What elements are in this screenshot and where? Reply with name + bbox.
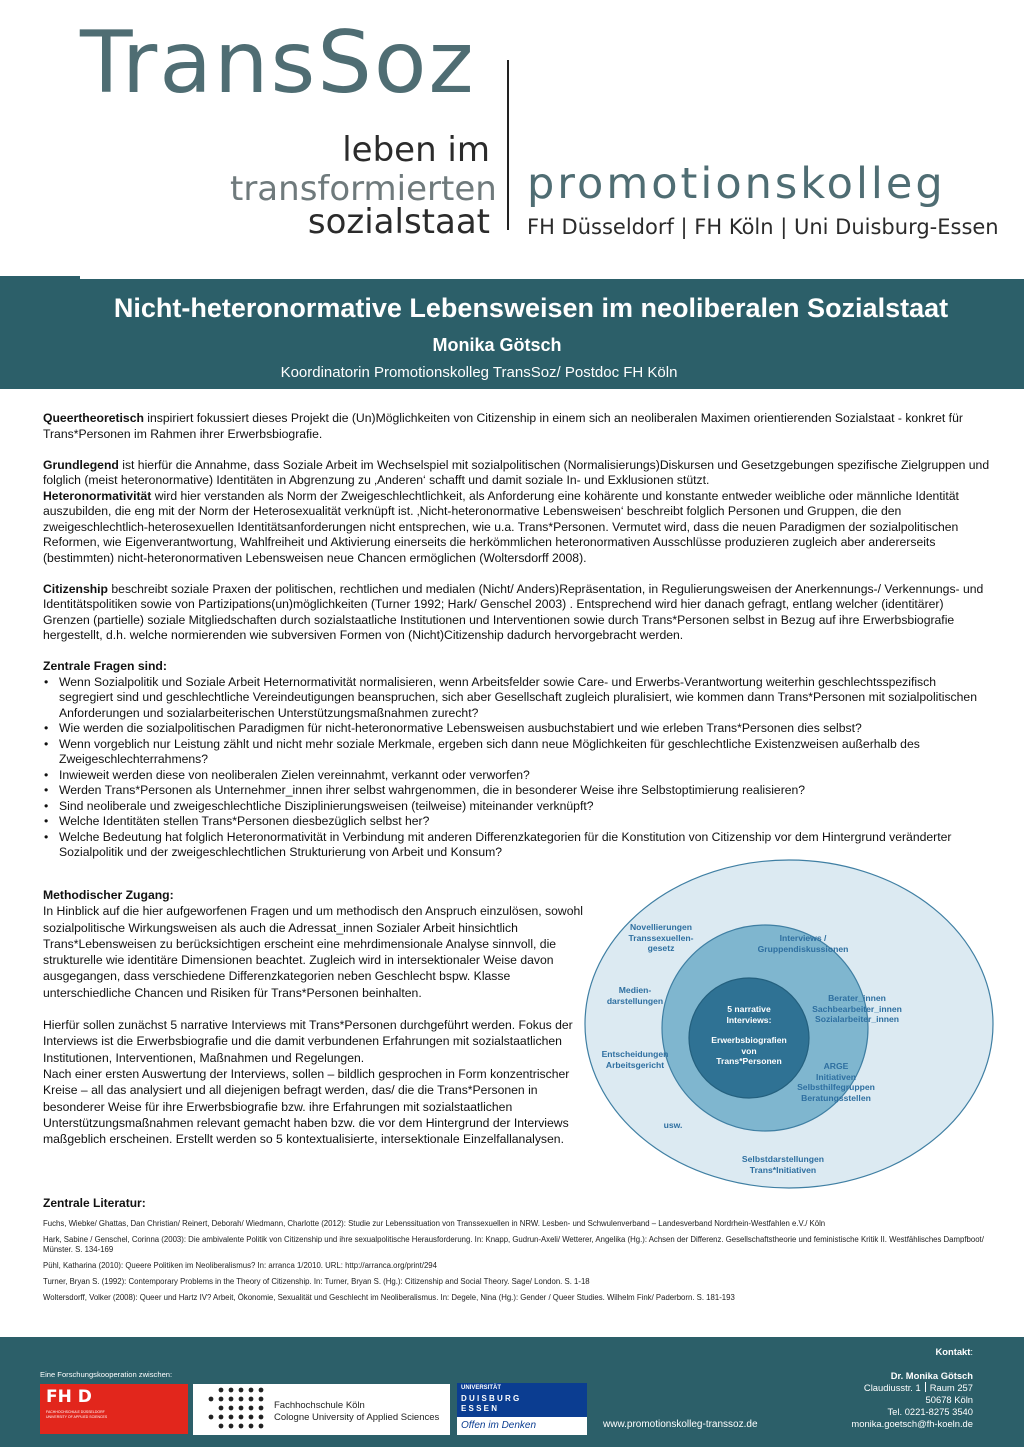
contact-name: Dr. Monika Götsch <box>890 1370 973 1381</box>
intro-paragraph-3: Heteronormativität wird hier verstanden als Norm der Zweigeschlechtlichkeit, als Anforderung eine kohärente und konstante entweder weibliche oder männliche Identität auszubilden, die eng mit der Norm der Heterosexualität verknüpft ist. ‚Nicht-heteronormative Lebensweisen‘ beschreibt folglich Personen und Gruppen, die den zweigeschlechtlich-heterosexuellen Identitätsanforderungen nicht entsprechen, wie u.a. Trans*Personen. Vermutet wird, dass die neuen Paradigmen der sozialpolitischen Reformen, wie Eigenverantwortung, Wahlfreiheit und Aktivierung einerseits die herkömmlichen heteronormativen Ausschlüsse produzieren zugleich aber andererseits (bestimmten) nicht-heteronormativen Lebensweisen neue Chancen ermöglichen (Woltersdorff 2008). <box>43 488 959 565</box>
label-erwerbsbiografien: Erwerbsbiografien von Trans*Personen <box>711 1035 787 1066</box>
fhk-name-en: Cologne University of Applied Sciences <box>274 1412 440 1423</box>
fhd-logo-subtext: FACHHOCHSCHULE DÜSSELDORF UNIVERSITY OF APPLIED SCIENCES <box>46 1410 108 1419</box>
label-usw: usw. <box>663 1120 683 1130</box>
label-novellierungen: Novellierungen Transsexuellen- gesetz <box>628 922 694 953</box>
list-item: • Wenn vorgeblich nur Leistung zählt und nicht mehr soziale Merkmale, ergeben sich dann neue Möglichkeiten für geschlechtliche Existenzweisen außerhalb des Zweigeschlechterrahmens? <box>43 737 993 768</box>
list-item: • Wie werden die sozialpolitischen Paradigmen für nicht-heteronormative Lebensweisen ausbuchstabiert und wie erleben Trans*Personen dies selbst? <box>43 721 993 737</box>
contact-label: Kontakt <box>935 1346 971 1357</box>
fh-duesseldorf-logo[interactable] <box>40 1384 188 1434</box>
ude-duisburg: D U I S B U R G <box>461 1394 520 1403</box>
method-paragraph-3: Nach einer ersten Auswertung der Interviews, sollen – bildlich gesprochen in Form konzentrischer Kreise – all das analysiert und all diejenigen befragt werden, das/ die die Trans*Personen in besonderer Weise für ihre Erwerbsbiografie bzw. ihre Erfahrungen mit sozialstaatlichen Unterstützungsmaßnahmen relevant gemacht haben bzw. die vor dem Hintergrund der Interviews maßgeblich erscheinen. Erstellt werden so 5 kontextualisierte, intersektionale Einzelfallanalysen. <box>43 1066 570 1147</box>
keyword-citizenship: Citizenship <box>43 581 109 596</box>
concentric-circles-diagram <box>583 858 995 1190</box>
keyword-grundlegend: Grundlegend <box>43 457 119 472</box>
contact-mail[interactable]: monika.goetsch@fh-koeln.de <box>851 1418 973 1429</box>
method-section <box>43 887 583 1147</box>
list-item: • Sind neoliberale und zweigeschlechtliche Disziplinierungsweisen (teilweise) miteinander verknüpft? <box>43 799 993 815</box>
ude-essen: E S S E N <box>461 1404 498 1413</box>
label-selbstdarstellungen: Selbstdarstellungen Trans*Initiativen <box>741 1154 825 1175</box>
literature-item: Pühl, Katharina (2010): Queere Politiken im Neoliberalismus? In: arranca 1/2010. URL: http://arranca.org/print/294 <box>43 1261 437 1270</box>
keyword-queertheoretisch: Queertheoretisch <box>43 411 144 425</box>
intro-paragraph-2: Grundlegend ist hierfür die Annahme, dass Soziale Arbeit im Wechselspiel mit sozialpolitischen (Normalisierungs)Diskursen und Gesetzgebungen spezifische Zielgruppen und folglich (meist heteronormative) Identitäten in Abgrenzung zu ‚Anderen‘ schafft und damit soziale In- und Exklusionen stützt. <box>43 457 990 487</box>
contact-tel: Tel. 0221-8275 3540 <box>887 1406 973 1417</box>
method-heading: Methodischer Zugang: <box>43 888 174 902</box>
program-name: promotionskolleg <box>527 159 946 209</box>
label-interviews: Interviews / Gruppendiskussionen <box>757 933 849 954</box>
logo-sub-line-2: transformierten <box>230 169 497 209</box>
questions-section <box>43 659 993 861</box>
ude-slogan: Offen im Denken <box>461 1420 537 1431</box>
method-paragraph-1: In Hinblick auf die hier aufgeworfenen Fragen und um methodisch den Anspruch einzulösen, sowohl sozialpolitische Wirkungsweisen als auch die Adressat_innen Sozialer Arbeit hinsichtlich Trans*Lebensweisen zu berücksichtigen erscheint eine mehrdimensionale Analyse sinnvoll, die strukturelle wie identitäre Dimensionen beachtet. Zugleich wird in intersektionaler Weise davon ausgegangen, dass verschiedene Differenzkategorien neben Geschlecht bspw. Klasse unterschiedliche Chancen und Risiken für Trans*Personen beinhalten. <box>43 904 583 1000</box>
ude-top: UNIVERSITÄT <box>461 1385 502 1391</box>
author-role: Koordinatorin Promotionskolleg TransSoz/ Postdoc FH Köln <box>280 364 678 381</box>
poster-author: Monika Götsch <box>432 335 562 355</box>
contact-city: 50678 Köln <box>925 1394 973 1405</box>
label-medien: Medien- darstellungen <box>606 985 664 1006</box>
website-link[interactable]: www.promotionskolleg-transsoz.de <box>603 1419 758 1430</box>
label-berater: Berater_innen Sachbearbeiter_innen Sozialarbeiter_innen <box>812 993 902 1024</box>
label-entscheidungen: Entscheidungen Arbeitsgericht <box>601 1049 669 1070</box>
literature-item: Woltersdorff, Volker (2008): Queer und Hartz IV? Arbeit, Ökonomie, Sexualität und Geschlecht im Neoliberalismus. In: Degele, Nina (Hg.): Gender / Queer Studies. Wilhelm Fink/ Paderborn. S. 181-193 <box>43 1293 735 1302</box>
contact-street: Claudiusstr. 1 <box>863 1382 921 1393</box>
list-item: • Inwieweit werden diese von neoliberalen Zielen vereinnahmt, verkannt oder verworfen? <box>43 768 993 784</box>
literature-item: Turner, Bryan S. (1992): Contemporary Problems in the Theory of Citizenship. In: Turner, Bryan S. (Hg.): Citizenship and Social Theory. Sage/ London. S. 1-18 <box>43 1277 590 1286</box>
literature-item: Hark, Sabine / Genschel, Corinna (2003): Die ambivalente Politik von Citizenship und ihre sexualpolitische Herausforderung. In: Knapp, Gudrun-Axeli/ Wetterer, Angelika (Hg.): Achsen der Differenz. Gesellschaftstheorie und feministische Kritik II. Westfählisches Dampfboot/ Münster. S. 134-169 <box>43 1235 984 1254</box>
intro-paragraph-1: Queertheoretisch inspiriert fokussiert dieses Projekt die (Un)Möglichkeiten von Citizenship in einem sich an neoliberalen Maximen orientierenden Sozialstaat - konkret für Trans*Personen im Rahmen ihrer Erwerbsbiografie. <box>43 411 963 441</box>
intro-paragraph-4: Citizenship beschreibt soziale Praxen der politischen, rechtlichen und medialen (Nicht/ Anders)Repräsentation, in Regulierungsweisen der Anerkennungs-/ Verkennungs- und Identitätspolitiken sowie von Partizipations(un)möglichkeiten (Turner 1992; Hark/ Genschel 2003) . Entsprechend wird hier danach gefragt, entlang welcher (identitärer) Grenzen (partielle) soziale Mitgliedschaften durch sozialstaatliche Institutionen und Interventionen sowie durch Trans*Personen selbst in Bezug auf ihre Erwerbsbiografie hergestellt, d.h. welche normierenden wie subversiven Formen von (Nicht)Citizenship dadurch hervorgebracht werden. <box>43 581 984 642</box>
fhk-dot-grid-icon <box>199 1384 271 1435</box>
fhk-name: Fachhochschule Köln <box>274 1400 365 1411</box>
label-narrative-interviews: 5 narrative Interviews: <box>726 1004 772 1025</box>
list-item: • Welche Bedeutung hat folglich Heteronormativität in Verbindung mit anderen Differenzkategorien für die Konstitution von Citizenship vor dem Hintergrund veränderter Sozialpolitik und der zweigeschlechtlichen Strukturierung von Arbeit und Konsum? <box>43 830 993 861</box>
fhd-logo-text: FH D <box>46 1387 92 1407</box>
contact-block: Kontakt: Dr. Monika Götsch Claudiusstr. 1 Raum 257 50678 Köln Tel. 0221-8275 3540 monika.goetsch@fh-koeln.de <box>780 1346 973 1430</box>
list-item: • Wenn Sozialpolitik und Soziale Arbeit Heternormativität normalisieren, wenn Arbeitsfelder sowie Care- und Erwerbs-Verantwortung weiterhin geschlechtsspezifisch segregiert sind und geschlechtliche Vereindeutigungen beanspruchen, sich aber Gesellschaft zugleich pluralisiert, wie kommen dann Trans*Personen mit sozialpolitischen Anforderungen und sozialarbeiterischen Unterstützungsmaßnahmen zurecht? <box>43 675 993 722</box>
literature-heading: Zentrale Literatur: <box>43 1196 146 1210</box>
transsoz-logo-main: TransSoz <box>80 13 476 113</box>
literature-item: Fuchs, Wiebke/ Ghattas, Dan Christian/ Reinert, Deborah/ Wiedmann, Charlotte (2012): Studie zur Lebenssituation von Transsexuellen in NRW. Lesben- und Schwulenverband – Landesverband Nordrhein-Westfahlen e.V./ Köln <box>43 1219 826 1228</box>
method-paragraph-2: Hierfür sollen zunächst 5 narrative Interviews mit Trans*Personen durchgeführt werden. Fokus der Interviews ist die Erwerbsbiografie und die damit verbundenen Erfahrungen mit sozialstaatlichen Institutionen, Interventionen, Maßnahmen und Regelungen. <box>43 1018 573 1065</box>
questions-heading: Zentrale Fragen sind: <box>43 659 167 673</box>
poster-title: Nicht-heteronormative Lebensweisen im neoliberalen Sozialstaat <box>113 293 949 323</box>
keyword-heteronormativitaet: Heteronormativität <box>43 488 152 503</box>
logo-divider <box>507 60 509 230</box>
questions-list <box>43 675 993 861</box>
contact-room: Raum 257 <box>929 1382 973 1393</box>
intro-section <box>43 411 993 644</box>
logo-sub-line-1: leben im <box>342 130 490 170</box>
cooperation-label: Eine Forschungskooperation zwischen: <box>40 1370 173 1379</box>
uni-duisburg-essen-logo[interactable] <box>457 1383 587 1435</box>
list-item: • Welche Identitäten stellen Trans*Personen diesbezüglich selbst her? <box>43 814 993 830</box>
list-item: • Werden Trans*Personen als Unternehmer_innen ihrer selbst wahrgenommen, die in besonderer Weise ihre Selbstoptimierung realisieren? <box>43 783 993 799</box>
label-arge: ARGE Initiativen Selbsthilfegruppen Beratungsstellen <box>797 1061 875 1103</box>
institutions-line: FH Düsseldorf | FH Köln | Uni Duisburg-Essen <box>527 215 999 239</box>
fh-koeln-logo[interactable] <box>193 1384 450 1435</box>
logo-sub-line-3: sozialstaat <box>307 202 490 242</box>
